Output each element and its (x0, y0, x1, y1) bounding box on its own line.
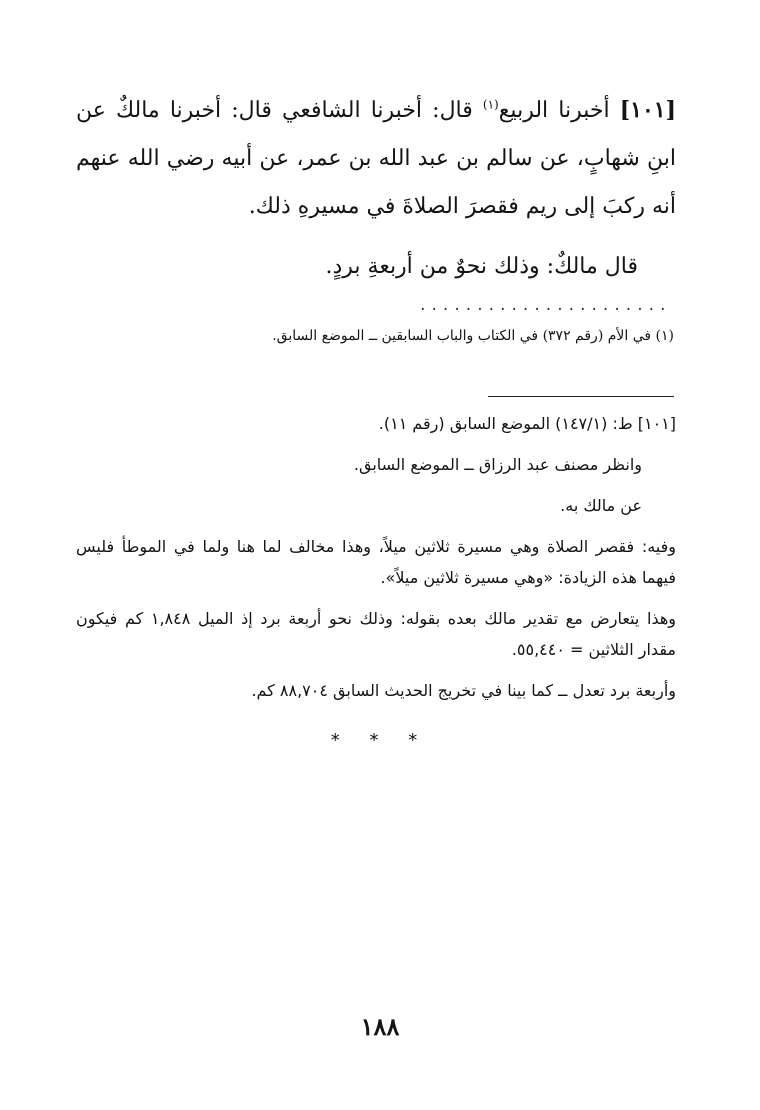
commentary-line-reference: وانظر مصنف عبد الرزاق ــ الموضع السابق. (353, 455, 642, 474)
hadith-text: قال: أخبرنا الشافعي قال: أخبرنا مالكٌ عن ابنِ شهابٍ، عن سالم بن عبد الله بن عمر، عن أبيه رضي الله عنهم أنه ركبَ إلى ريم فقصرَ الصلاةَ في مسيرهِ ذلك. (76, 98, 676, 219)
footnote-separator-dots: ...................... (418, 298, 670, 314)
commentary-divider (488, 396, 674, 397)
commentary-line-source: [١٠١] ط: (١٤٧/١) الموضع السابق (رقم ١١). (378, 414, 676, 433)
hadith-text-start: أخبرنا الربيع (498, 98, 610, 123)
hadith-number: [١٠١] (619, 97, 676, 123)
malik-quote: قال مالكٌ: وذلك نحوٌ من أربعةِ بردٍ. (325, 254, 638, 279)
footnote-reference[interactable]: (١) (482, 97, 499, 112)
commentary-block (76, 408, 676, 716)
hadith-text-block (76, 86, 676, 291)
commentary-line-conflict: وهذا يتعارض مع تقدير مالك بعده بقوله: وذلك نحو أربعة برد إذ الميل ١,٨٤٨ كم فيكون مقدار الثلاثين = ٥٥,٤٤٠. (76, 609, 677, 659)
commentary-line-chain: عن مالك به. (560, 496, 642, 515)
commentary-line-distance: وأربعة برد تعدل ــ كما بينا في تخريج الحديث السابق ٨٨,٧٠٤ كم. (251, 681, 676, 700)
commentary-line-addition: وفيه: فقصر الصلاة وهي مسيرة ثلاثين ميلاً، وهذا مخالف لما هنا ولما في الموطأ فليس فيهما هذه الزيادة: «وهي مسيرة ثلاثين ميلاً». (76, 537, 676, 587)
hadith-paragraph (76, 86, 676, 231)
page-number: ١٨٨ (360, 1012, 400, 1041)
footnote-text: (١) في الأم (رقم ٣٧٢) في الكتاب والباب السابقين ــ الموضع السابق. (272, 328, 674, 344)
section-separator-stars: * * * (330, 730, 430, 751)
